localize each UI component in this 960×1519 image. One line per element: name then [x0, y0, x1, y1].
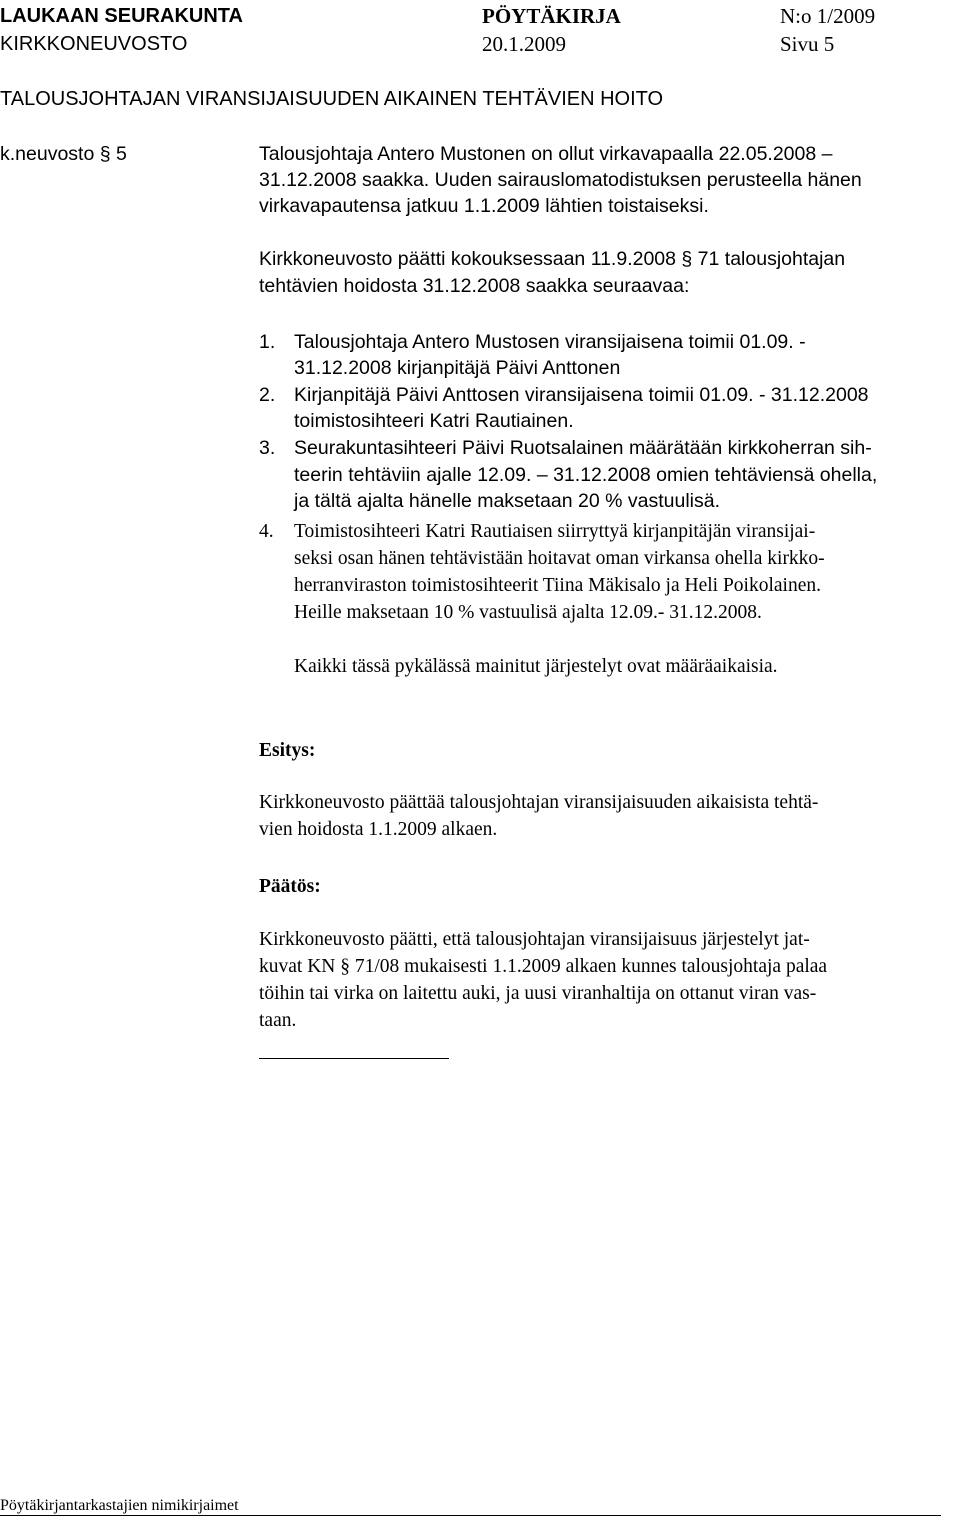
page-number: Sivu 5: [780, 32, 835, 56]
footer-initials-label: Pöytäkirjantarkastajien nimikirjaimet: [0, 1497, 239, 1514]
list-item-line: seksi osan hänen tehtävistään hoitavat oman virkansa ohella kirkko-: [294, 548, 825, 569]
list-item-line: teerin tehtäviin ajalle 12.09. – 31.12.2008 omien tehtäviensä ohella,: [294, 464, 878, 486]
proposal-line: vien hoidosta 1.1.2009 alkaen.: [259, 819, 498, 840]
list-item-line: Seurakuntasihteeri Päivi Ruotsalainen määrätään kirkkoherran sih-: [294, 437, 872, 459]
decision-line: Kirkkoneuvosto päätti, että talousjohtajan viransijaisuus järjestelyt jat-: [259, 929, 810, 950]
list-item-line: 31.12.2008 kirjanpitäjä Päivi Anttonen: [294, 357, 621, 379]
decision-line: kuvat KN § 71/08 mukaisesti 1.1.2009 alkaen kunnes talousjohtaja palaa: [259, 956, 828, 977]
decision-heading: Päätös:: [259, 876, 321, 897]
proposal-line: Kirkkoneuvosto päättää talousjohtajan viransijaisuuden aikaisista tehtä-: [259, 792, 819, 813]
list-item-line: Talousjohtaja Antero Mustosen viransijaisena toimii 01.09. -: [294, 331, 806, 353]
proposal-heading: Esitys:: [259, 740, 316, 761]
document-number: N:o 1/2009: [780, 4, 876, 28]
signature-line: [259, 1058, 449, 1059]
section-title: TALOUSJOHTAJAN VIRANSIJAISUUDEN AIKAINEN TEHTÄVIEN HOITO: [0, 88, 664, 110]
decision-line: töihin tai virka on laitettu auki, ja uusi viranhaltija on ottanut viran vas-: [259, 983, 817, 1004]
list-item-number: 4.: [259, 521, 274, 542]
list-item-number: 2.: [259, 384, 276, 406]
section-reference: k.neuvosto § 5: [0, 143, 127, 165]
intro-line: 31.12.2008 saakka. Uuden sairauslomatodistuksen perusteella hänen: [259, 169, 862, 191]
governing-body: KIRKKONEUVOSTO: [0, 33, 188, 55]
intro-line: Talousjohtaja Antero Mustonen on ollut virkavapaalla 22.05.2008 –: [259, 143, 833, 165]
organization-name: LAUKAAN SEURAKUNTA: [0, 5, 243, 27]
list-item-line: Toimistosihteeri Katri Rautiaisen siirryttyä kirjanpitäjän viransijai-: [294, 521, 816, 542]
prior-decision-line: tehtävien hoidosta 31.12.2008 saakka seuraavaa:: [259, 275, 690, 297]
document-type: PÖYTÄKIRJA: [482, 4, 621, 28]
intro-line: virkavapautensa jatkuu 1.1.2009 lähtien toistaiseksi.: [259, 195, 709, 217]
list-item-number: 1.: [259, 331, 276, 353]
list-closing-note: Kaikki tässä pykälässä mainitut järjestelyt ovat määräaikaisia.: [294, 656, 778, 677]
decision-line: taan.: [259, 1010, 297, 1031]
list-item-line: Heille maksetaan 10 % vastuulisä ajalta 12.09.- 31.12.2008.: [294, 602, 762, 623]
list-item-line: ja tältä ajalta hänelle maksetaan 20 % vastuulisä.: [294, 490, 721, 512]
list-item-number: 3.: [259, 437, 276, 459]
meeting-date: 20.1.2009: [482, 32, 566, 56]
list-item-line: Kirjanpitäjä Päivi Anttosen viransijaisena toimii 01.09. - 31.12.2008: [294, 384, 869, 406]
prior-decision-line: Kirkkoneuvosto päätti kokouksessaan 11.9.2008 § 71 talousjohtajan: [259, 248, 846, 270]
list-item-line: toimistosihteeri Katri Rautiainen.: [294, 410, 574, 432]
list-item-line: herranviraston toimistosihteerit Tiina Mäkisalo ja Heli Poikolainen.: [294, 575, 821, 596]
